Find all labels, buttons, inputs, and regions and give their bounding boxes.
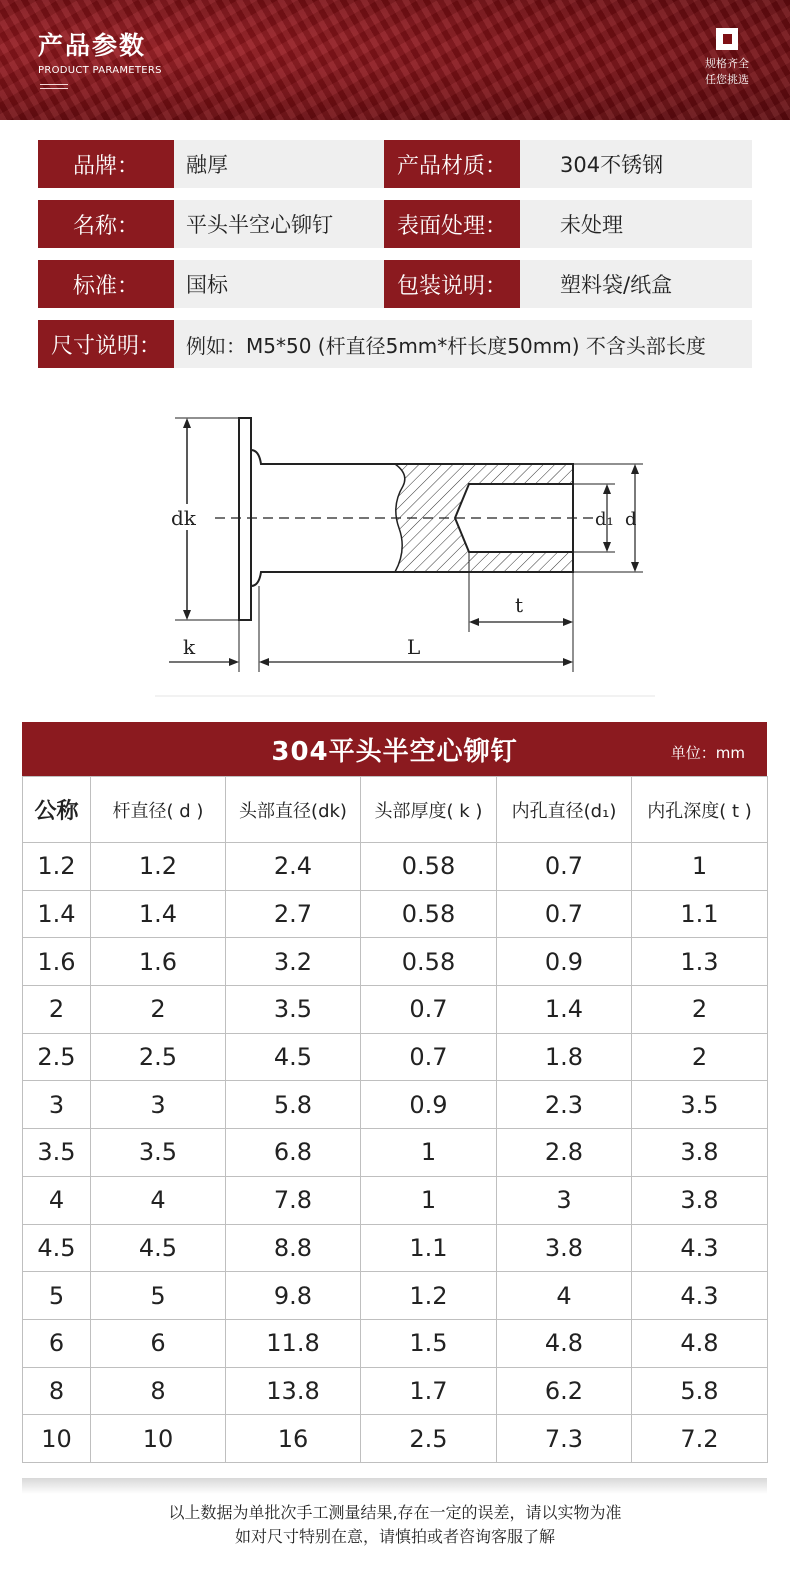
table-cell: 9.8 [226, 1272, 361, 1320]
table-row [23, 1415, 768, 1463]
table-cell: 1.8 [497, 1033, 632, 1081]
standard-value: 国标 [174, 260, 384, 308]
table-cell: 2.8 [497, 1129, 632, 1177]
table-cell: 3 [91, 1081, 226, 1129]
table-cell: 1.2 [361, 1272, 497, 1320]
table-cell: 1 [632, 843, 768, 891]
table-row [23, 1081, 768, 1129]
decorative-lines [40, 84, 68, 92]
brand-label: 品牌： [38, 140, 174, 188]
table-cell: 4.5 [91, 1224, 226, 1272]
table-row [23, 1033, 768, 1081]
table-cell: 4.5 [23, 1224, 91, 1272]
table-cell: 3.5 [632, 1081, 768, 1129]
table-cell: 3.5 [23, 1129, 91, 1177]
table-cell: 3.8 [497, 1224, 632, 1272]
dk-label: dk [171, 506, 196, 530]
material-label: 产品材质： [384, 140, 520, 188]
table-cell: 3.8 [632, 1129, 768, 1177]
table-cell: 3.2 [226, 938, 361, 986]
table-cell: 2 [91, 986, 226, 1034]
name-label: 名称： [38, 200, 174, 248]
column-header: 杆直径( d ) [91, 777, 226, 843]
table-cell: 11.8 [226, 1319, 361, 1367]
table-row [23, 843, 768, 891]
table-cell: 1.2 [91, 843, 226, 891]
param-row-standard [38, 260, 752, 308]
rivet-head [239, 418, 251, 620]
surface-label: 表面处理： [384, 200, 520, 248]
table-cell: 2 [632, 986, 768, 1034]
spec-title: 304平头半空心铆钉 [271, 736, 518, 767]
table-cell: 5 [23, 1272, 91, 1320]
table-cell: 10 [91, 1415, 226, 1463]
banner-title: 产品参数 [38, 31, 147, 60]
table-cell: 1.1 [632, 890, 768, 938]
table-cell: 2.7 [226, 890, 361, 938]
t-label: t [515, 593, 524, 617]
table-cell: 0.7 [361, 986, 497, 1034]
param-row-size [38, 320, 752, 368]
table-cell: 1.3 [632, 938, 768, 986]
brand-value: 融厚 [174, 140, 384, 188]
column-header: 公称 [23, 777, 91, 843]
table-cell: 4 [23, 1176, 91, 1224]
table-row [23, 1367, 768, 1415]
package-value: 塑料袋/纸盒 [520, 260, 752, 308]
table-cell: 4.3 [632, 1224, 768, 1272]
table-cell: 6 [91, 1319, 226, 1367]
table-cell: 2.4 [226, 843, 361, 891]
name-value: 平头半空心铆钉 [174, 200, 384, 248]
badge-line-1: 规格齐全 [705, 57, 749, 70]
table-row [23, 1319, 768, 1367]
table-cell: 16 [226, 1415, 361, 1463]
table-cell: 0.58 [361, 890, 497, 938]
standard-label: 标准： [38, 260, 174, 308]
table-cell: 1.2 [23, 843, 91, 891]
table-cell: 7.3 [497, 1415, 632, 1463]
disclaimer-line-1: 以上数据为单批次手工测量结果,存在一定的误差，请以实物为准 [168, 1503, 622, 1522]
d-label: d [625, 509, 637, 530]
table-cell: 10 [23, 1415, 91, 1463]
table-cell: 3.8 [632, 1176, 768, 1224]
table-row [23, 890, 768, 938]
table-cell: 4.8 [497, 1319, 632, 1367]
L-label: L [407, 635, 421, 659]
table-cell: 4.8 [632, 1319, 768, 1367]
surface-value: 未处理 [520, 200, 752, 248]
banner-subtitle: PRODUCT PARAMETERS [38, 65, 162, 76]
column-header: 头部厚度( k ) [361, 777, 497, 843]
table-cell: 6.2 [497, 1367, 632, 1415]
table-cell: 2 [23, 986, 91, 1034]
table-cell: 6 [23, 1319, 91, 1367]
table-cell: 3.5 [226, 986, 361, 1034]
table-row [23, 1272, 768, 1320]
table-cell: 1.5 [361, 1319, 497, 1367]
column-header: 内孔直径(d₁) [497, 777, 632, 843]
table-cell: 1.4 [497, 986, 632, 1034]
k-label: k [183, 635, 196, 659]
table-cell: 1.4 [91, 890, 226, 938]
table-cell: 0.9 [497, 938, 632, 986]
table-cell: 0.7 [497, 890, 632, 938]
table-cell: 1.7 [361, 1367, 497, 1415]
table-cell: 0.9 [361, 1081, 497, 1129]
box-icon [716, 28, 738, 50]
table-cell: 6.8 [226, 1129, 361, 1177]
table-cell: 0.58 [361, 938, 497, 986]
table-cell: 8 [91, 1367, 226, 1415]
column-header: 头部直径(dk) [226, 777, 361, 843]
table-cell: 2.5 [23, 1033, 91, 1081]
table-cell: 2.5 [361, 1415, 497, 1463]
header-banner [0, 0, 790, 120]
table-cell: 1 [361, 1176, 497, 1224]
table-cell: 5.8 [632, 1367, 768, 1415]
d1-label: d₁ [595, 509, 614, 530]
table-cell: 1.6 [91, 938, 226, 986]
table-cell: 1.1 [361, 1224, 497, 1272]
table-cell: 2.3 [497, 1081, 632, 1129]
table-cell: 5 [91, 1272, 226, 1320]
table-cell: 13.8 [226, 1367, 361, 1415]
disclaimer-line-2: 如对尺寸特别在意，请慎拍或者咨询客服了解 [234, 1527, 555, 1546]
table-row [23, 1176, 768, 1224]
table-cell: 7.2 [632, 1415, 768, 1463]
param-row-name [38, 200, 752, 248]
unit-label: 单位：mm [670, 744, 745, 762]
spec-table-section [22, 722, 767, 1463]
package-label: 包装说明： [384, 260, 520, 308]
table-cell: 2.5 [91, 1033, 226, 1081]
rivet-diagram [155, 400, 655, 700]
table-row [23, 986, 768, 1034]
table-cell: 1.6 [23, 938, 91, 986]
table-cell: 0.58 [361, 843, 497, 891]
spec-table [22, 776, 768, 1463]
table-row [23, 938, 768, 986]
table-header-row [23, 777, 768, 843]
table-cell: 4.3 [632, 1272, 768, 1320]
table-cell: 7.8 [226, 1176, 361, 1224]
table-cell: 8.8 [226, 1224, 361, 1272]
spec-table-header [22, 722, 767, 776]
table-cell: 4 [91, 1176, 226, 1224]
size-value: 例如：M5*50 (杆直径5mm*杆长度50mm) 不含头部长度 [174, 320, 752, 368]
table-cell: 3 [23, 1081, 91, 1129]
table-cell: 5.8 [226, 1081, 361, 1129]
material-value: 304不锈钢 [520, 140, 752, 188]
size-label: 尺寸说明： [38, 320, 174, 368]
table-row [23, 1129, 768, 1177]
table-cell: 2 [632, 1033, 768, 1081]
table-cell: 4.5 [226, 1033, 361, 1081]
param-row-brand [38, 140, 752, 188]
column-header: 内孔深度( t ) [632, 777, 768, 843]
table-shadow [22, 1478, 767, 1494]
table-cell: 4 [497, 1272, 632, 1320]
table-cell: 8 [23, 1367, 91, 1415]
variety-badge [694, 28, 760, 88]
badge-line-2: 任您挑选 [705, 73, 749, 86]
table-cell: 0.7 [497, 843, 632, 891]
table-cell: 3.5 [91, 1129, 226, 1177]
table-cell: 3 [497, 1176, 632, 1224]
table-row [23, 1224, 768, 1272]
table-cell: 1 [361, 1129, 497, 1177]
table-cell: 0.7 [361, 1033, 497, 1081]
table-cell: 1.4 [23, 890, 91, 938]
